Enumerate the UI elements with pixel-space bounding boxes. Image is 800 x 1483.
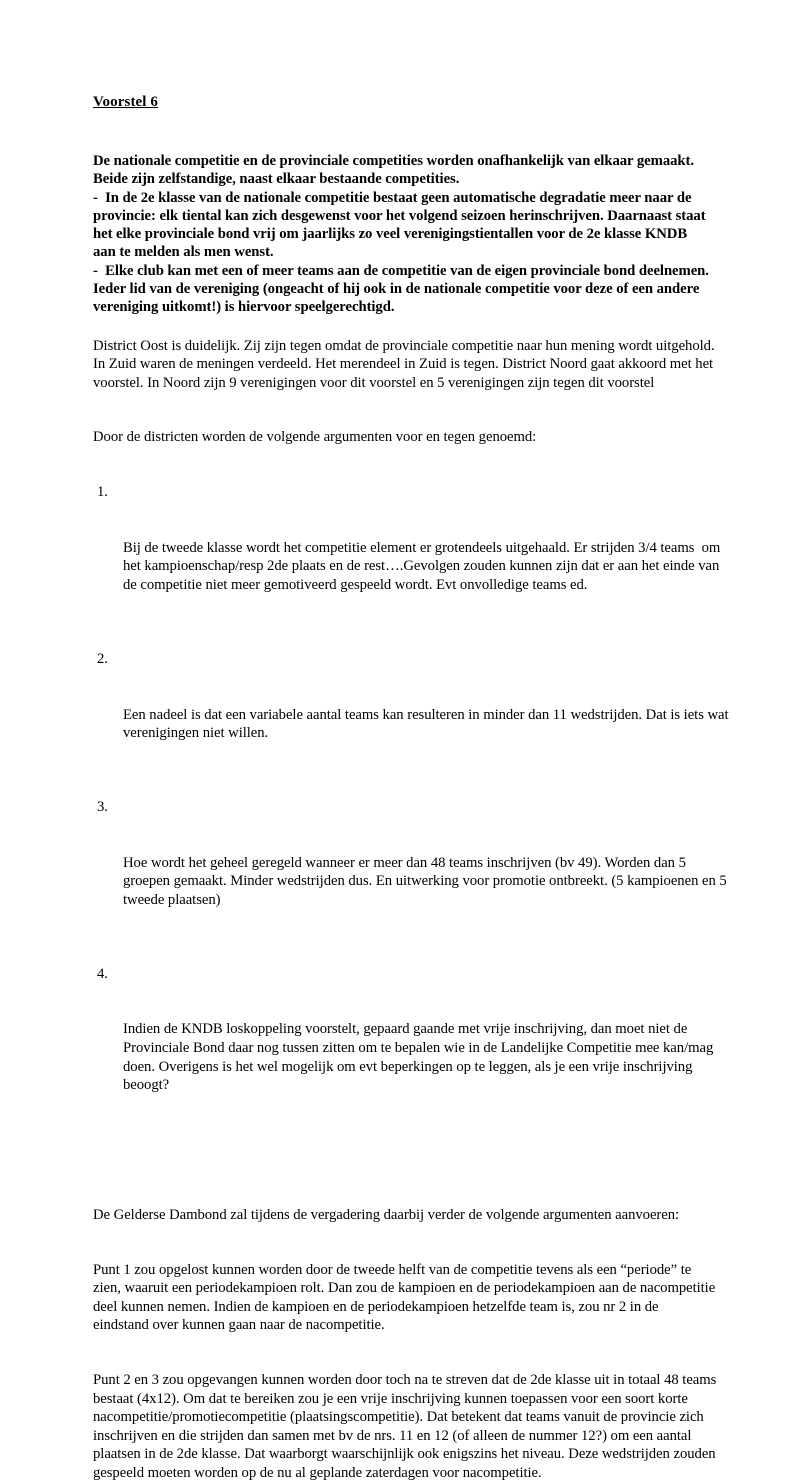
- list-item-text: Indien de KNDB loskoppeling voorstelt, gepaard gaande met vrije inschrijving, dan moet niet de Provinciale Bond daar nog tussen zitten om te bepalen wie in de Landelijke Competitie mee kan/mag doen. Overigens is het wel mogelijk om evt beperkingen op te leggen, als je een vrije inschrijving beoogt?: [123, 1021, 717, 1094]
- page-title: Voorstel 6: [93, 94, 159, 110]
- list-item: [93, 650, 733, 780]
- spacer: [93, 410, 712, 428]
- proposal-line-1: De nationale competitie en de provinciale competities worden onafhankelijk van elkaar gemaakt. Beide zijn zelfstandige, naast elkaar bestaande competities.: [93, 153, 698, 188]
- arguments-list: [93, 483, 733, 1132]
- list-item: [93, 798, 733, 947]
- spacer: [93, 1150, 712, 1206]
- proposal-line-2: - In de 2e klasse van de nationale competitie bestaat geen automatische degradatie meer naar de provincie: elk tiental kan zich desgewenst voor het volgend seizoen herinschrijven. Daarnaast staat het elke provinciale bond vrij om jaarlijks zo veel verenigingstientallen voor de 2e klasse KNDB aan te melden als men wenst.: [93, 189, 710, 261]
- districts-paragraph: District Oost is duidelijk. Zij zijn tegen omdat de provinciale competitie naar hun mening wordt uitgehold. In Zuid waren de meningen verdeeld. Het merendeel in Zuid is tegen. District Noord gaat akkoord met het voorstel. In Noord zijn 9 verenigingen voor dit voorstel en 5 verenigingen zijn tegen dit voorstel: [93, 337, 719, 391]
- closing-intro: De Gelderse Dambond zal tijdens de vergadering daarbij verder de volgende argumenten aanvoeren:: [93, 1207, 680, 1224]
- list-item: [93, 965, 733, 1132]
- list-item-number: 3.: [97, 798, 108, 815]
- list-item-text: Hoe wordt het geheel geregeld wanneer er meer dan 48 teams inschrijven (bv 49). Worden dan 5 groepen gemaakt. Minder wedstrijden dus. En uitwerking voor promotie ontbreekt. (5 kampioenen en 5 tweede plaatsen): [123, 854, 731, 908]
- spacer: [93, 465, 712, 483]
- closing-paragraph-2: Punt 2 en 3 zou opgevangen kunnen worden door toch na te streven dat de 2de klasse uit in totaal 48 teams bestaat (4x12). Om dat te bereiken zou je een vrije inschrijving kunnen toepassen voor een soort korte nacompetitie/promotiecompetitie (plaatsingscompetitie). Dat betekent dat teams vanuit de provincie zich inschrijven en die strijden dan samen met bv de nrs. 11 en 12 (of alleen de nummer 12?) om een aantal plaatsen in de 2de klasse. Dat waarborgt waarschijnlijk ook enigszins het niveau. Deze wedstrijden zouden gespeeld moeten worden op de nu al geplande zaterdagen voor nacompetitie.: [93, 1372, 720, 1481]
- list-item-number: 4.: [97, 965, 108, 982]
- spacer: [93, 1243, 712, 1261]
- list-item: [93, 483, 733, 632]
- arguments-intro: Door de districten worden de volgende argumenten voor en tegen genoemd:: [93, 429, 537, 446]
- title-row: [93, 93, 712, 131]
- closing-paragraph-1: Punt 1 zou opgelost kunnen worden door de tweede helft van de competitie tevens als een “periode” te zien, waaruit een periodekampioen rolt. Dan zou de kampioen en de periodekampioen aan de nacompetitie deel kunnen nemen. Indien de kampioen en de periodekampioen hetzelfde team is, zou nr 2 in de eindstand over kunnen gaan naar de nacompetitie.: [93, 1261, 719, 1334]
- spacer: [93, 1353, 712, 1371]
- list-item-number: 1.: [97, 484, 108, 501]
- proposal-line-3: - Elke club kan met een of meer teams aan de competitie van de eigen provinciale bond deelnemen. Ieder lid van de vereniging (ongeacht of hij ook in de nationale competitie voor deze of een andere vereniging uitkomt!) is hiervoor speelgerechtigd.: [93, 262, 713, 316]
- proposal-block: [93, 152, 713, 317]
- list-item-text: Bij de tweede klasse wordt het competitie element er grotendeels uitgehaald. Er strijden 3/4 teams om het kampioenschap/resp 2de plaats en de rest….Gevolgen zouden kunnen zijn dat er aan het einde van de competitie niet meer gemotiveerd gespeeld wordt. Evt onvolledige teams ed.: [123, 539, 724, 594]
- list-item-number: 2.: [97, 650, 108, 667]
- list-item-text: Een nadeel is dat een variabele aantal teams kan resulteren in minder dan 11 wedstrijden. Dat is iets wat verenigingen niet willen.: [123, 706, 733, 742]
